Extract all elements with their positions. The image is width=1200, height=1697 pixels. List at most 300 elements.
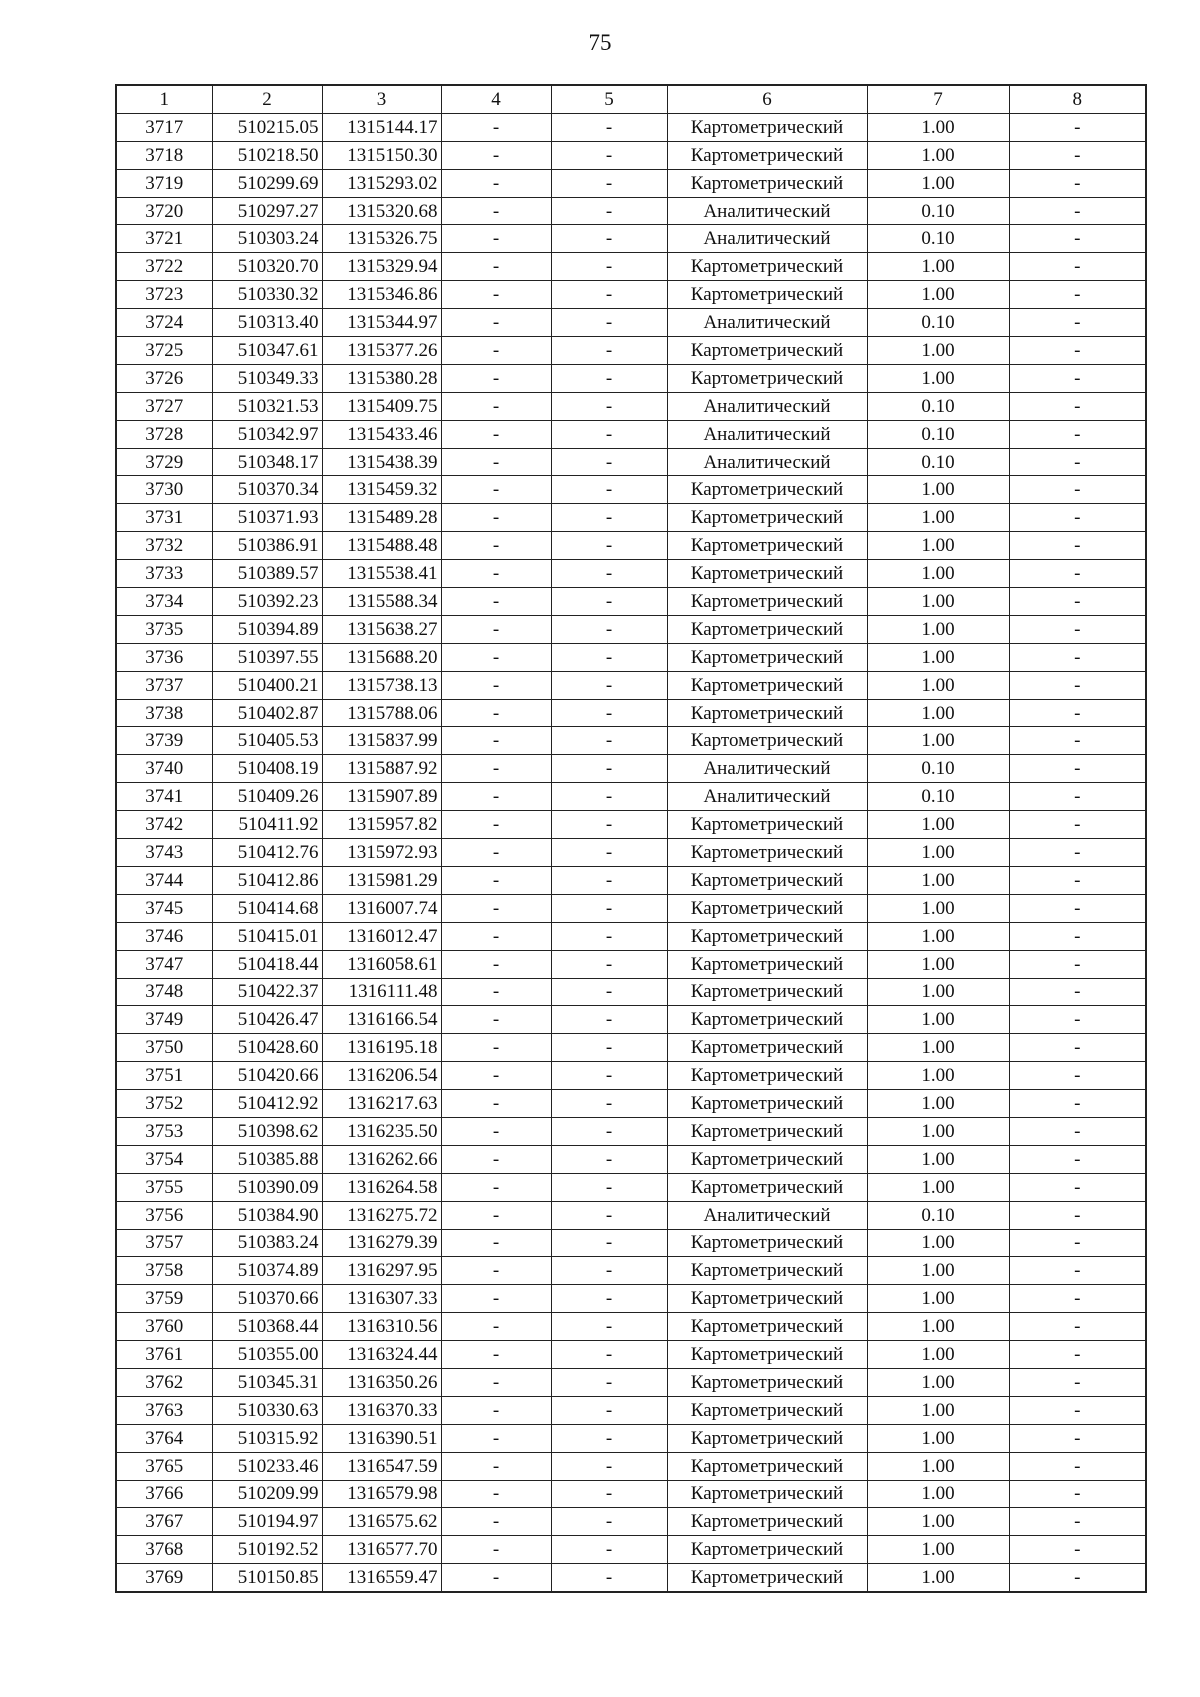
col8-cell: -	[1009, 1424, 1146, 1452]
col4-cell: -	[441, 560, 551, 588]
y-coordinate-cell: 1316310.56	[322, 1313, 441, 1341]
y-coordinate-cell: 1315837.99	[322, 727, 441, 755]
x-coordinate-cell: 510389.57	[212, 560, 322, 588]
method-cell: Аналитический	[667, 225, 867, 253]
y-coordinate-cell: 1316217.63	[322, 1090, 441, 1118]
y-coordinate-cell: 1315638.27	[322, 615, 441, 643]
x-coordinate-cell: 510347.61	[212, 337, 322, 365]
table-row	[116, 448, 1146, 476]
accuracy-cell: 1.00	[867, 978, 1009, 1006]
col8-cell: -	[1009, 253, 1146, 281]
table-row	[116, 225, 1146, 253]
method-cell: Картометрический	[667, 643, 867, 671]
point-number-cell: 3746	[116, 922, 212, 950]
table-row	[116, 1564, 1146, 1592]
accuracy-cell: 1.00	[867, 1508, 1009, 1536]
accuracy-cell: 1.00	[867, 1117, 1009, 1145]
accuracy-cell: 1.00	[867, 253, 1009, 281]
table-header-row	[116, 85, 1146, 113]
accuracy-cell: 1.00	[867, 643, 1009, 671]
col5-cell: -	[551, 1341, 667, 1369]
method-cell: Картометрический	[667, 615, 867, 643]
y-coordinate-cell: 1315688.20	[322, 643, 441, 671]
accuracy-cell: 1.00	[867, 476, 1009, 504]
col4-cell: -	[441, 894, 551, 922]
table-row	[116, 839, 1146, 867]
point-number-cell: 3762	[116, 1368, 212, 1396]
x-coordinate-cell: 510426.47	[212, 1006, 322, 1034]
col4-cell: -	[441, 978, 551, 1006]
accuracy-cell: 1.00	[867, 866, 1009, 894]
table-row	[116, 588, 1146, 616]
y-coordinate-cell: 1315972.93	[322, 839, 441, 867]
col4-cell: -	[441, 950, 551, 978]
y-coordinate-cell: 1315907.89	[322, 783, 441, 811]
col5-cell: -	[551, 615, 667, 643]
point-number-cell: 3769	[116, 1564, 212, 1592]
col8-cell: -	[1009, 978, 1146, 1006]
point-number-cell: 3724	[116, 309, 212, 337]
col4-cell: -	[441, 922, 551, 950]
point-number-cell: 3723	[116, 281, 212, 309]
point-number-cell: 3765	[116, 1452, 212, 1480]
col8-cell: -	[1009, 420, 1146, 448]
table-row	[116, 281, 1146, 309]
point-number-cell: 3733	[116, 560, 212, 588]
header-cell: 8	[1009, 85, 1146, 113]
col8-cell: -	[1009, 169, 1146, 197]
point-number-cell: 3752	[116, 1090, 212, 1118]
col8-cell: -	[1009, 643, 1146, 671]
x-coordinate-cell: 510320.70	[212, 253, 322, 281]
point-number-cell: 3726	[116, 364, 212, 392]
point-number-cell: 3732	[116, 532, 212, 560]
col5-cell: -	[551, 1229, 667, 1257]
table-row	[116, 560, 1146, 588]
method-cell: Картометрический	[667, 113, 867, 141]
y-coordinate-cell: 1316559.47	[322, 1564, 441, 1592]
col5-cell: -	[551, 113, 667, 141]
col4-cell: -	[441, 1536, 551, 1564]
col5-cell: -	[551, 1313, 667, 1341]
col5-cell: -	[551, 894, 667, 922]
table-row	[116, 727, 1146, 755]
method-cell: Картометрический	[667, 1006, 867, 1034]
method-cell: Аналитический	[667, 755, 867, 783]
table-row	[116, 671, 1146, 699]
table-row	[116, 532, 1146, 560]
x-coordinate-cell: 510418.44	[212, 950, 322, 978]
col8-cell: -	[1009, 1117, 1146, 1145]
method-cell: Картометрический	[667, 281, 867, 309]
x-coordinate-cell: 510313.40	[212, 309, 322, 337]
col4-cell: -	[441, 1564, 551, 1592]
col8-cell: -	[1009, 811, 1146, 839]
table-row	[116, 309, 1146, 337]
x-coordinate-cell: 510194.97	[212, 1508, 322, 1536]
y-coordinate-cell: 1316297.95	[322, 1257, 441, 1285]
col4-cell: -	[441, 141, 551, 169]
col5-cell: -	[551, 1006, 667, 1034]
col8-cell: -	[1009, 337, 1146, 365]
method-cell: Картометрический	[667, 811, 867, 839]
table-row	[116, 1368, 1146, 1396]
col8-cell: -	[1009, 1006, 1146, 1034]
header-cell: 3	[322, 85, 441, 113]
table-row	[116, 392, 1146, 420]
accuracy-cell: 1.00	[867, 560, 1009, 588]
col4-cell: -	[441, 588, 551, 616]
col8-cell: -	[1009, 839, 1146, 867]
col4-cell: -	[441, 755, 551, 783]
x-coordinate-cell: 510386.91	[212, 532, 322, 560]
col5-cell: -	[551, 1145, 667, 1173]
table-row	[116, 755, 1146, 783]
x-coordinate-cell: 510415.01	[212, 922, 322, 950]
method-cell: Картометрический	[667, 671, 867, 699]
col5-cell: -	[551, 532, 667, 560]
method-cell: Картометрический	[667, 894, 867, 922]
col8-cell: -	[1009, 476, 1146, 504]
method-cell: Картометрический	[667, 1508, 867, 1536]
method-cell: Картометрический	[667, 169, 867, 197]
col8-cell: -	[1009, 1173, 1146, 1201]
col8-cell: -	[1009, 727, 1146, 755]
y-coordinate-cell: 1315326.75	[322, 225, 441, 253]
table-row	[116, 811, 1146, 839]
col5-cell: -	[551, 392, 667, 420]
col8-cell: -	[1009, 448, 1146, 476]
col8-cell: -	[1009, 1062, 1146, 1090]
accuracy-cell: 1.00	[867, 532, 1009, 560]
x-coordinate-cell: 510218.50	[212, 141, 322, 169]
col5-cell: -	[551, 1257, 667, 1285]
point-number-cell: 3739	[116, 727, 212, 755]
col4-cell: -	[441, 420, 551, 448]
accuracy-cell: 1.00	[867, 1396, 1009, 1424]
table-row	[116, 113, 1146, 141]
header-cell: 2	[212, 85, 322, 113]
y-coordinate-cell: 1315788.06	[322, 699, 441, 727]
col5-cell: -	[551, 1173, 667, 1201]
col4-cell: -	[441, 1173, 551, 1201]
col5-cell: -	[551, 169, 667, 197]
table-row	[116, 1229, 1146, 1257]
col4-cell: -	[441, 1006, 551, 1034]
point-number-cell: 3731	[116, 504, 212, 532]
x-coordinate-cell: 510397.55	[212, 643, 322, 671]
col4-cell: -	[441, 448, 551, 476]
x-coordinate-cell: 510385.88	[212, 1145, 322, 1173]
y-coordinate-cell: 1315981.29	[322, 866, 441, 894]
col5-cell: -	[551, 253, 667, 281]
y-coordinate-cell: 1315293.02	[322, 169, 441, 197]
col4-cell: -	[441, 1341, 551, 1369]
col4-cell: -	[441, 1508, 551, 1536]
col5-cell: -	[551, 1285, 667, 1313]
col5-cell: -	[551, 699, 667, 727]
point-number-cell: 3758	[116, 1257, 212, 1285]
method-cell: Картометрический	[667, 1313, 867, 1341]
col4-cell: -	[441, 839, 551, 867]
accuracy-cell: 0.10	[867, 197, 1009, 225]
col8-cell: -	[1009, 699, 1146, 727]
accuracy-cell: 0.10	[867, 392, 1009, 420]
col8-cell: -	[1009, 1034, 1146, 1062]
x-coordinate-cell: 510402.87	[212, 699, 322, 727]
accuracy-cell: 1.00	[867, 922, 1009, 950]
point-number-cell: 3718	[116, 141, 212, 169]
x-coordinate-cell: 510209.99	[212, 1480, 322, 1508]
col8-cell: -	[1009, 364, 1146, 392]
method-cell: Картометрический	[667, 253, 867, 281]
method-cell: Картометрический	[667, 560, 867, 588]
col4-cell: -	[441, 1313, 551, 1341]
col4-cell: -	[441, 169, 551, 197]
accuracy-cell: 1.00	[867, 1090, 1009, 1118]
table-row	[116, 504, 1146, 532]
col8-cell: -	[1009, 894, 1146, 922]
y-coordinate-cell: 1316275.72	[322, 1201, 441, 1229]
table-row	[116, 197, 1146, 225]
point-number-cell: 3742	[116, 811, 212, 839]
y-coordinate-cell: 1315329.94	[322, 253, 441, 281]
point-number-cell: 3734	[116, 588, 212, 616]
table-row	[116, 1117, 1146, 1145]
point-number-cell: 3767	[116, 1508, 212, 1536]
accuracy-cell: 1.00	[867, 1285, 1009, 1313]
point-number-cell: 3751	[116, 1062, 212, 1090]
x-coordinate-cell: 510383.24	[212, 1229, 322, 1257]
accuracy-cell: 1.00	[867, 1564, 1009, 1592]
col8-cell: -	[1009, 225, 1146, 253]
coordinates-table	[115, 84, 1147, 1593]
col5-cell: -	[551, 839, 667, 867]
table-row	[116, 615, 1146, 643]
point-number-cell: 3730	[116, 476, 212, 504]
point-number-cell: 3738	[116, 699, 212, 727]
y-coordinate-cell: 1316575.62	[322, 1508, 441, 1536]
method-cell: Аналитический	[667, 420, 867, 448]
col8-cell: -	[1009, 1536, 1146, 1564]
point-number-cell: 3764	[116, 1424, 212, 1452]
y-coordinate-cell: 1316166.54	[322, 1006, 441, 1034]
col5-cell: -	[551, 141, 667, 169]
accuracy-cell: 1.00	[867, 169, 1009, 197]
table-row	[116, 866, 1146, 894]
y-coordinate-cell: 1316579.98	[322, 1480, 441, 1508]
accuracy-cell: 1.00	[867, 364, 1009, 392]
method-cell: Картометрический	[667, 1564, 867, 1592]
method-cell: Аналитический	[667, 392, 867, 420]
col8-cell: -	[1009, 504, 1146, 532]
method-cell: Картометрический	[667, 1452, 867, 1480]
y-coordinate-cell: 1316058.61	[322, 950, 441, 978]
col8-cell: -	[1009, 1368, 1146, 1396]
y-coordinate-cell: 1315433.46	[322, 420, 441, 448]
col5-cell: -	[551, 866, 667, 894]
x-coordinate-cell: 510345.31	[212, 1368, 322, 1396]
table-row	[116, 337, 1146, 365]
accuracy-cell: 1.00	[867, 894, 1009, 922]
point-number-cell: 3768	[116, 1536, 212, 1564]
point-number-cell: 3736	[116, 643, 212, 671]
x-coordinate-cell: 510370.66	[212, 1285, 322, 1313]
col8-cell: -	[1009, 532, 1146, 560]
x-coordinate-cell: 510297.27	[212, 197, 322, 225]
point-number-cell: 3745	[116, 894, 212, 922]
accuracy-cell: 1.00	[867, 337, 1009, 365]
x-coordinate-cell: 510411.92	[212, 811, 322, 839]
col5-cell: -	[551, 504, 667, 532]
accuracy-cell: 1.00	[867, 1452, 1009, 1480]
col4-cell: -	[441, 504, 551, 532]
x-coordinate-cell: 510215.05	[212, 113, 322, 141]
method-cell: Картометрический	[667, 1229, 867, 1257]
accuracy-cell: 1.00	[867, 141, 1009, 169]
col5-cell: -	[551, 783, 667, 811]
header-cell: 1	[116, 85, 212, 113]
method-cell: Картометрический	[667, 1034, 867, 1062]
y-coordinate-cell: 1316370.33	[322, 1396, 441, 1424]
col8-cell: -	[1009, 866, 1146, 894]
table-row	[116, 1034, 1146, 1062]
x-coordinate-cell: 510330.63	[212, 1396, 322, 1424]
col4-cell: -	[441, 866, 551, 894]
method-cell: Аналитический	[667, 1201, 867, 1229]
x-coordinate-cell: 510348.17	[212, 448, 322, 476]
table-row	[116, 783, 1146, 811]
table-row	[116, 1173, 1146, 1201]
method-cell: Картометрический	[667, 1090, 867, 1118]
method-cell: Картометрический	[667, 1424, 867, 1452]
point-number-cell: 3748	[116, 978, 212, 1006]
y-coordinate-cell: 1315344.97	[322, 309, 441, 337]
col5-cell: -	[551, 1201, 667, 1229]
y-coordinate-cell: 1316111.48	[322, 978, 441, 1006]
col5-cell: -	[551, 281, 667, 309]
table-row	[116, 1285, 1146, 1313]
col5-cell: -	[551, 420, 667, 448]
col4-cell: -	[441, 643, 551, 671]
col8-cell: -	[1009, 1508, 1146, 1536]
accuracy-cell: 1.00	[867, 671, 1009, 699]
y-coordinate-cell: 1316206.54	[322, 1062, 441, 1090]
accuracy-cell: 1.00	[867, 1062, 1009, 1090]
point-number-cell: 3740	[116, 755, 212, 783]
col5-cell: -	[551, 364, 667, 392]
col5-cell: -	[551, 309, 667, 337]
x-coordinate-cell: 510192.52	[212, 1536, 322, 1564]
x-coordinate-cell: 510412.92	[212, 1090, 322, 1118]
method-cell: Картометрический	[667, 727, 867, 755]
col8-cell: -	[1009, 1257, 1146, 1285]
col8-cell: -	[1009, 588, 1146, 616]
method-cell: Картометрический	[667, 839, 867, 867]
accuracy-cell: 1.00	[867, 811, 1009, 839]
col4-cell: -	[441, 1368, 551, 1396]
method-cell: Аналитический	[667, 783, 867, 811]
col4-cell: -	[441, 615, 551, 643]
method-cell: Картометрический	[667, 1257, 867, 1285]
method-cell: Картометрический	[667, 364, 867, 392]
x-coordinate-cell: 510374.89	[212, 1257, 322, 1285]
method-cell: Аналитический	[667, 448, 867, 476]
col8-cell: -	[1009, 392, 1146, 420]
point-number-cell: 3719	[116, 169, 212, 197]
col4-cell: -	[441, 113, 551, 141]
x-coordinate-cell: 510409.26	[212, 783, 322, 811]
accuracy-cell: 1.00	[867, 1341, 1009, 1369]
y-coordinate-cell: 1315409.75	[322, 392, 441, 420]
table-row	[116, 364, 1146, 392]
y-coordinate-cell: 1315380.28	[322, 364, 441, 392]
col4-cell: -	[441, 1229, 551, 1257]
col5-cell: -	[551, 337, 667, 365]
col8-cell: -	[1009, 1090, 1146, 1118]
table-row	[116, 1201, 1146, 1229]
col5-cell: -	[551, 476, 667, 504]
col4-cell: -	[441, 1062, 551, 1090]
accuracy-cell: 0.10	[867, 783, 1009, 811]
x-coordinate-cell: 510408.19	[212, 755, 322, 783]
y-coordinate-cell: 1315144.17	[322, 113, 441, 141]
method-cell: Картометрический	[667, 1396, 867, 1424]
accuracy-cell: 1.00	[867, 1034, 1009, 1062]
accuracy-cell: 1.00	[867, 1145, 1009, 1173]
method-cell: Картометрический	[667, 866, 867, 894]
col5-cell: -	[551, 727, 667, 755]
point-number-cell: 3729	[116, 448, 212, 476]
method-cell: Картометрический	[667, 922, 867, 950]
table-row	[116, 1536, 1146, 1564]
col4-cell: -	[441, 476, 551, 504]
col4-cell: -	[441, 337, 551, 365]
accuracy-cell: 1.00	[867, 727, 1009, 755]
point-number-cell: 3763	[116, 1396, 212, 1424]
point-number-cell: 3759	[116, 1285, 212, 1313]
point-number-cell: 3747	[116, 950, 212, 978]
col8-cell: -	[1009, 671, 1146, 699]
table-row	[116, 141, 1146, 169]
col4-cell: -	[441, 1034, 551, 1062]
accuracy-cell: 1.00	[867, 588, 1009, 616]
col4-cell: -	[441, 671, 551, 699]
col8-cell: -	[1009, 1452, 1146, 1480]
col8-cell: -	[1009, 1564, 1146, 1592]
method-cell: Картометрический	[667, 1368, 867, 1396]
table-row	[116, 169, 1146, 197]
col8-cell: -	[1009, 1341, 1146, 1369]
accuracy-cell: 1.00	[867, 1368, 1009, 1396]
x-coordinate-cell: 510315.92	[212, 1424, 322, 1452]
table-row	[116, 1062, 1146, 1090]
accuracy-cell: 0.10	[867, 755, 1009, 783]
y-coordinate-cell: 1315150.30	[322, 141, 441, 169]
col5-cell: -	[551, 671, 667, 699]
point-number-cell: 3744	[116, 866, 212, 894]
method-cell: Картометрический	[667, 504, 867, 532]
col5-cell: -	[551, 448, 667, 476]
col4-cell: -	[441, 1452, 551, 1480]
method-cell: Картометрический	[667, 1062, 867, 1090]
x-coordinate-cell: 510303.24	[212, 225, 322, 253]
table-row	[116, 1508, 1146, 1536]
col4-cell: -	[441, 811, 551, 839]
col8-cell: -	[1009, 1145, 1146, 1173]
x-coordinate-cell: 510392.23	[212, 588, 322, 616]
method-cell: Картометрический	[667, 950, 867, 978]
